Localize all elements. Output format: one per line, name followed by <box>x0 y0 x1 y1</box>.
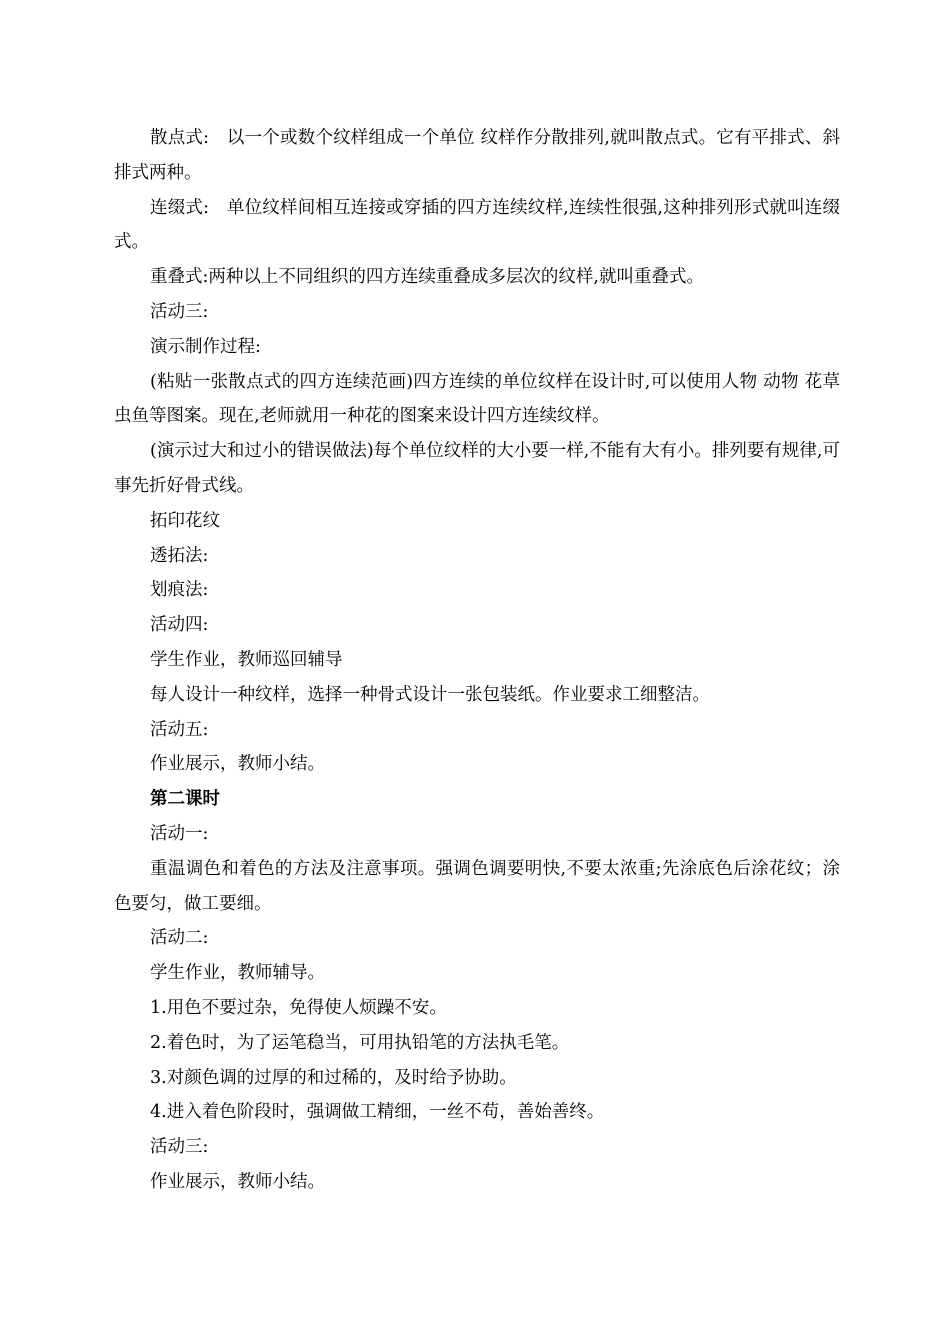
second-lesson-heading: 第二课时 <box>150 789 220 810</box>
demo-process-label: 演示制作过程: <box>150 336 261 357</box>
activity-two-label: 活动二: <box>150 928 209 949</box>
paragraph-unit-pattern-design: (粘贴一张散点式的四方连续范画)四方连续的单位纹样在设计时,可以使用人物 动物 花草虫鱼等图案。现在,老师就用一种花的图案来设计四方连续纹样。 <box>114 371 840 427</box>
work-display-summary-second: 作业展示，教师小结。 <box>150 1171 325 1192</box>
paragraph-assignment-requirements: 每人设计一种纹样，选择一种骨式设计一张包装纸。作业要求工细整洁。 <box>150 684 710 705</box>
paragraph-linked-style: 连缀式: 单位纹样间相互连接或穿插的四方连续纹样,连续性很强,这种排列形式就叫连缀式。 <box>114 197 840 253</box>
list-item-3: 3.对颜色调的过厚的和过稀的，及时给予协助。 <box>150 1067 517 1088</box>
list-item-2: 2.着色时，为了运笔稳当，可用执铅笔的方法执毛笔。 <box>150 1032 570 1053</box>
activity-four-label: 活动四: <box>150 615 209 636</box>
activity-three-label: 活动三: <box>150 301 209 322</box>
document-body <box>114 121 840 1200</box>
list-item-4: 4.进入着色阶段时，强调做工精细，一丝不苟，善始善终。 <box>150 1102 605 1123</box>
paragraph-overlap-style: 重叠式:两种以上不同组织的四方连续重叠成多层次的纹样,就叫重叠式。 <box>150 267 704 288</box>
list-item-1: 1.用色不要过杂，免得使人烦躁不安。 <box>150 997 447 1018</box>
paragraph-scatter-style: 散点式: 以一个或数个纹样组成一个单位 纹样作分散排列,就叫散点式。它有平排式、斜排式两种。 <box>114 128 840 183</box>
activity-one-label: 活动一: <box>150 823 209 844</box>
student-work-guidance: 学生作业，教师辅导。 <box>150 963 325 984</box>
student-work-tutoring: 学生作业，教师巡回辅导 <box>150 649 343 670</box>
work-display-summary: 作业展示，教师小结。 <box>150 754 325 775</box>
activity-five-label: 活动五: <box>150 719 209 740</box>
scratch-method-label: 划痕法: <box>150 580 209 601</box>
activity-three-label-second: 活动三: <box>150 1137 209 1158</box>
paragraph-color-review: 重温调色和着色的方法及注意事项。强调色调要明快,不要太浓重;先涂底色后涂花纹；涂色要匀，做工要细。 <box>114 858 840 914</box>
rubbing-pattern-label: 拓印花纹 <box>150 510 220 531</box>
paragraph-size-demo: (演示过大和过小的错误做法)每个单位纹样的大小要一样,不能有大有小。排列要有规律,可事先折好骨式线。 <box>114 441 840 496</box>
trace-rubbing-label: 透拓法: <box>150 545 209 566</box>
